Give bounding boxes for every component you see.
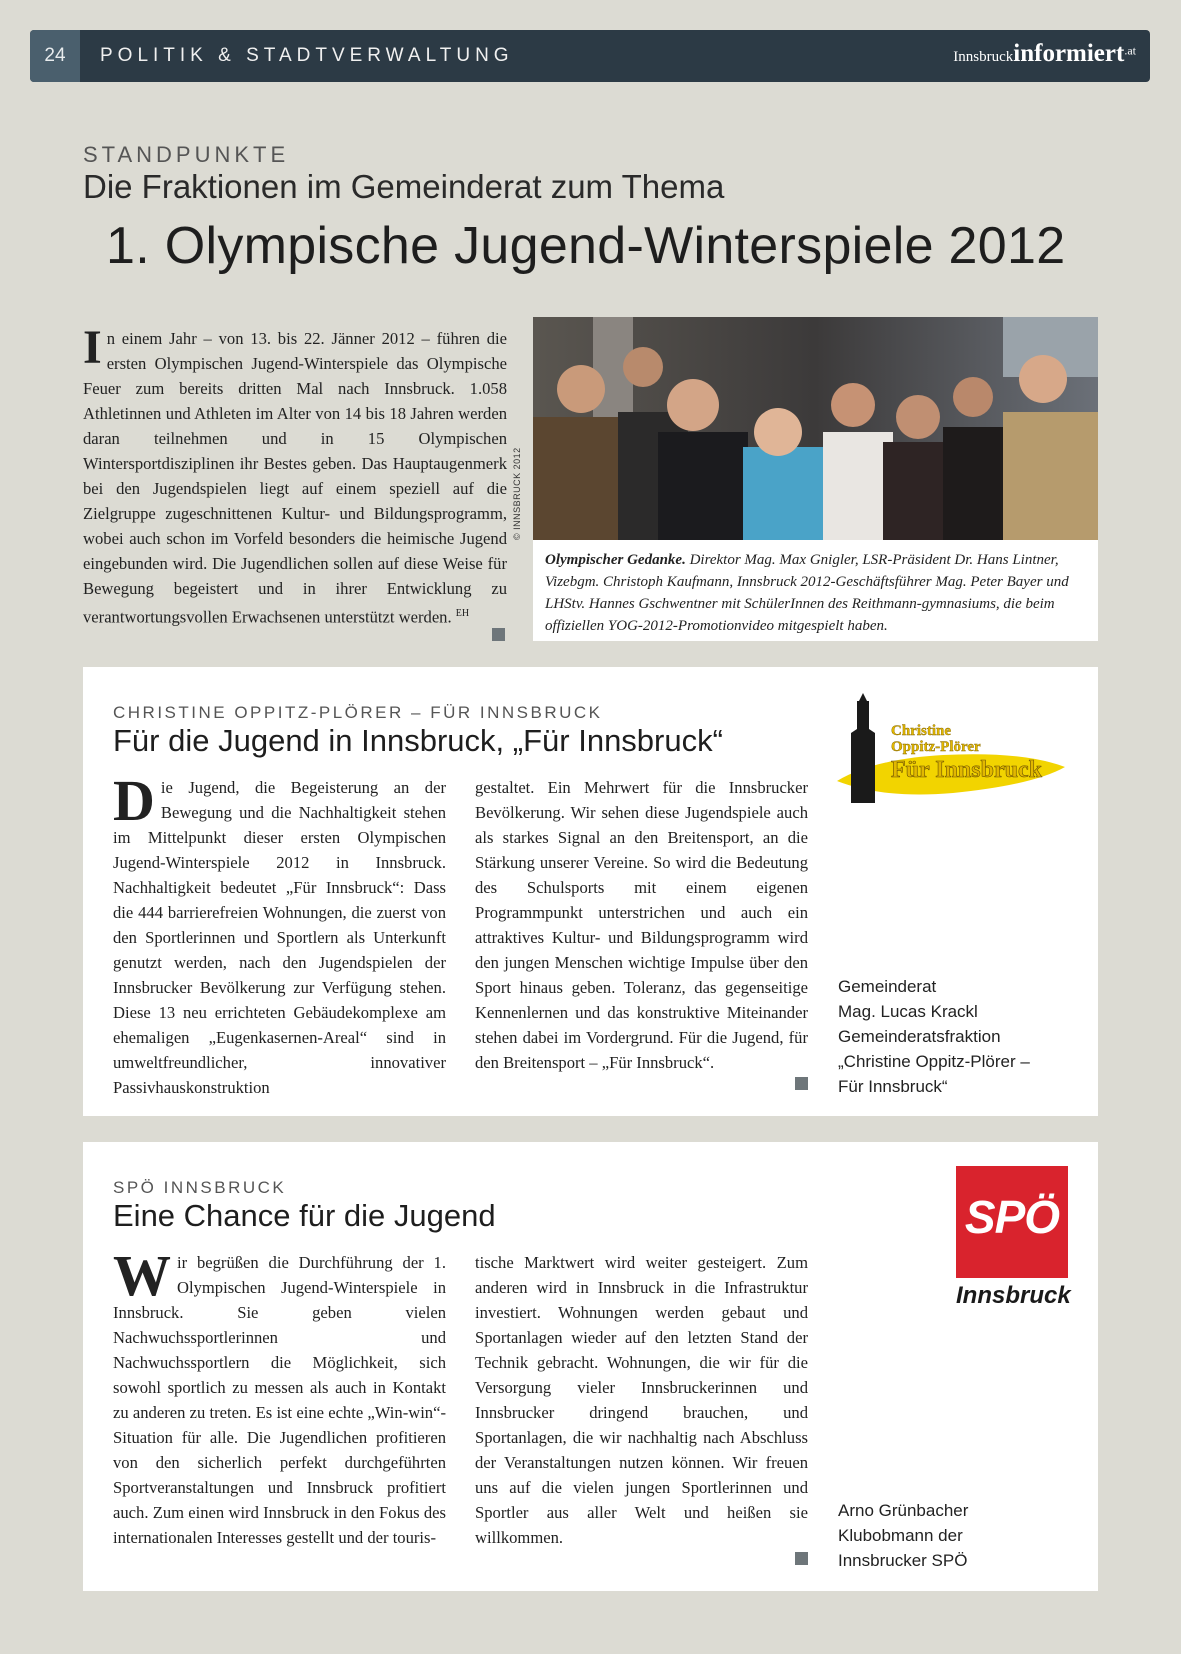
- statement-box-oppitz: [83, 667, 1098, 1116]
- box1-sig-line: Gemeinderatsfraktion: [838, 1027, 1001, 1046]
- brand-small: Innsbruck: [953, 49, 1014, 65]
- box1-signature: [838, 974, 1030, 1099]
- box2-title: Eine Chance für die Jugend: [113, 1198, 496, 1233]
- box1-sig-line: Gemeinderat: [838, 977, 937, 996]
- box2-kicker: SPÖ INNSBRUCK: [113, 1178, 287, 1197]
- box2-signature: [838, 1498, 968, 1573]
- article-kicker: STANDPUNKTE: [83, 142, 290, 167]
- section-title: POLITIK & STADTVERWALTUNG: [100, 45, 514, 66]
- box1-sig-line: Für Innsbruck“: [838, 1077, 948, 1096]
- box2-sig-line: Innsbrucker SPÖ: [838, 1551, 968, 1570]
- box2-sig-line: Arno Grünbacher: [838, 1501, 969, 1520]
- statement-box-spoe: [83, 1142, 1098, 1591]
- group-photo-image: [533, 317, 1098, 540]
- box2-column-2: tische Marktwert wird weiter gesteigert. Zum anderen wird in Innsbruck in die Infrastruktur investiert. Wohnungen werden gebaut und Sportanlagen wieder auf den letzten Stand der Technik gebracht. Wohnungen, die wir für die Versorgung vieler Innsbruckerinnen und Innsbrucker dringend brauchen, und Sportanlagen, die wir nachhaltig nach Abschluss der Veranstaltungen nutzen können. Wir freuen uns auf die vielen jungen Sportlerinnen und Sportler aus aller Welt und heißen sie willkommen.: [475, 1253, 808, 1547]
- photo-caption: [545, 549, 1090, 637]
- article-title: 1. Olympische Jugend-Winterspiele 2012: [106, 217, 1066, 275]
- box1-dropcap: D: [113, 768, 155, 833]
- caption-lead: Olympischer Gedanke.: [545, 552, 686, 568]
- end-mark-icon: [795, 1552, 808, 1565]
- brand-main: informiert: [1013, 40, 1125, 67]
- fuer-innsbruck-logo: [833, 689, 1068, 811]
- group-photo: [533, 317, 1098, 540]
- logo1-line2: Oppitz-Plörer: [891, 739, 981, 755]
- box2-dropcap: W: [113, 1243, 171, 1308]
- box1-sig-line: Mag. Lucas Krackl: [838, 1002, 978, 1021]
- box2-sig-line: Klubobmann der: [838, 1526, 963, 1545]
- end-mark-icon: [492, 628, 505, 641]
- photo-credit: © INNSBRUCK 2012: [512, 447, 522, 540]
- spoe-logo: [956, 1166, 1068, 1278]
- photo-block: [533, 317, 1098, 641]
- intro-text: [83, 321, 507, 630]
- intro-body: n einem Jahr – von 13. bis 22. Jänner 2012 – führen die ersten Olympischen Jugend-Winterspiele das Olympische Feuer zum bereits dritten Mal nach Innsbruck. 1.058 Athletinnen und Athleten im Alter von 14 bis 18 Jahren werden daran teilnehmen und in 15 Olympischen Wintersportdisziplinen ihr Bestes geben. Das Hauptaugenmerk bei den Jugendspielen liegt auf einem speziell auf die Zielgruppe zugeschnittenen Kultur- und Bildungsprogramm, wobei auch schon im Vorfeld besonders die heimische Jugend eingebunden wird. Die Jugendlichen sollen auf diese Weise für Bewegung begeistert und in ihrer Entwicklung zu verantwortungsvollen Erwachsenen unterstützt werden.: [83, 329, 507, 627]
- box1-kicker: CHRISTINE OPPITZ-PLÖRER – FÜR INNSBRUCK: [113, 703, 603, 722]
- box1-column-2: gestaltet. Ein Mehrwert für die Innsbrucker Bevölkerung. Wir sehen diese Jugendspiele auch als starkes Signal an den Breitensport, an die Stärkung unserer Vereine. So wird die Bedeutung des Schulsports mit einem eigenen Programmpunkt unterstrichen und auch ein attraktives Kultur- und Bildungsprogramm wird den jungen Menschen wichtige Impulse über den Sport hinaus geben. Toleranz, das gegenseitige Kennenlernen und das konstruktive Miteinander stehen dabei im Vordergrund. Für die Jugend, für den Breitensport – „Für Innsbruck“.: [475, 778, 808, 1072]
- logo1-line3: Für Innsbruck: [891, 757, 1042, 783]
- brand-suffix: .at: [1124, 43, 1136, 58]
- brand-logo: [953, 40, 1136, 68]
- article-subtitle: Die Fraktionen im Gemeinderat zum Thema: [83, 168, 725, 205]
- caption-text: Direktor Mag. Max Gnigler, LSR-Präsident Dr. Hans Lintner, Vizebgm. Christoph Kaufmann, Innsbruck 2012-Geschäftsführer Mag. Peter Bayer und LHStv. Hannes Gschwentner mit SchülerInnen des Reithmann-gymnasiums, die beim offiziellen YOG-2012-Promotionvideo mitgespielt haben.: [545, 552, 1069, 634]
- intro-author: EH: [455, 608, 470, 619]
- box1-column-1: [113, 768, 446, 1100]
- box1-title: Für die Jugend in Innsbruck, „Für Innsbruck“: [113, 723, 723, 758]
- box1-sig-line: „Christine Oppitz-Plörer –: [838, 1052, 1030, 1071]
- box2-column-1: [113, 1243, 446, 1550]
- box1-col1-text: ie Jugend, die Begeisterung an der Bewegung und die Nachhaltigkeit stehen im Mittelpunkt dieser ersten Olympischen Jugend-Winterspiele 2012 in Innsbruck. Nachhaltigkeit bedeutet „Für Innsbruck“: Dass die 444 barrierefreien Wohnungen, die zuerst von den Sportlerinnen und Sportlern als Unterkunft genutzt werden, nach den Jugendspielen der Innsbrucker Bevölkerung zur Verfügung stehen. Diese 13 neu errichteten Gebäudekomplexe am ehemaligen „Eugenkasernen-Areal“ sind in umweltfreundlicher, innovativer Passivhauskonstruktion: [113, 778, 446, 1097]
- end-mark-icon: [795, 1077, 808, 1090]
- spoe-logo-text: SPÖ: [964, 1191, 1060, 1243]
- intro-dropcap: I: [83, 321, 102, 374]
- logo1-line1: Christine: [891, 723, 951, 739]
- box2-col1-text: ir begrüßen die Durchführung der 1. Olympischen Jugend-Winterspiele in Innsbruck. Sie geben vielen Nachwuchssportlerinnen und Nachwuchssportlern die Möglichkeit, sich sowohl sportlich zu messen als auch in Kontakt zu anderen zu treten. Es ist eine echte „Win-win“-Situation für alle. Die Jugendlichen profitieren von den sicherlich perfekt durchgeführten Sportveranstaltungen und Innsbruck profitiert auch. Zum einen wird Innsbruck in den Fokus des internationalen Interesses gestellt und der touris-: [113, 1253, 446, 1547]
- spoe-logo-sub: Innsbruck: [956, 1282, 1071, 1309]
- page-header: [30, 30, 1150, 82]
- page-number: 24: [30, 30, 80, 82]
